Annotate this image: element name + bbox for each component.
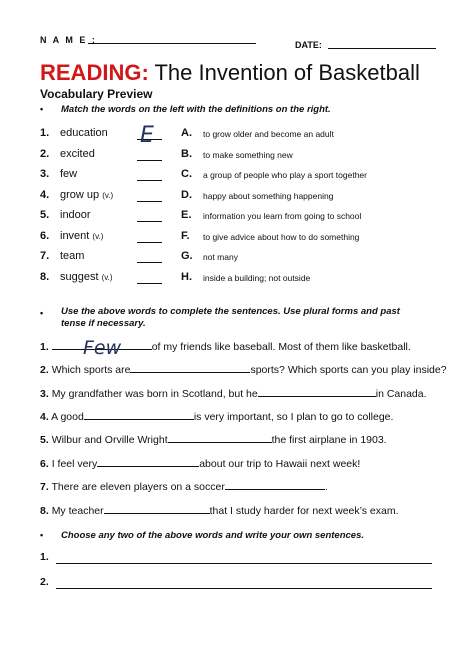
own-sentence-number: 1.	[40, 551, 49, 563]
sentence-number: 1.	[40, 341, 49, 353]
definition-letter: H.	[181, 271, 192, 283]
vocab-word-text: grow up	[60, 189, 100, 201]
vocab-number: 5.	[40, 209, 50, 221]
definition-text: to give advice about how to do something	[203, 232, 360, 242]
definition-letter: D.	[181, 189, 192, 201]
sentence-text-before: I feel very	[51, 458, 98, 470]
sentence-text-before: There are eleven players on a soccer	[51, 481, 225, 493]
handwritten-answer-few: Few	[83, 337, 122, 359]
name-label: N A M E :	[40, 35, 97, 45]
sentence-text-before: Which sports are	[51, 364, 131, 376]
bullet-3: •	[40, 530, 44, 540]
vocab-number: 6.	[40, 230, 50, 242]
section1-instruction: Match the words on the left with the definitions on the right.	[61, 104, 331, 115]
sentence-text-after: about our trip to Hawaii next week!	[199, 458, 361, 470]
part-of-speech: (v.)	[102, 191, 114, 200]
date-field[interactable]	[328, 38, 436, 49]
section3-instruction: Choose any two of the above words and write your own sentences.	[61, 530, 364, 541]
bullet-1: •	[40, 104, 44, 114]
sentence-blank[interactable]	[168, 432, 272, 443]
title-prefix: READING:	[40, 60, 149, 85]
vocab-number: 7.	[40, 250, 50, 262]
sentence-item	[40, 503, 399, 517]
sentence-text-after: of my friends like baseball. Most of them like basketball.	[151, 341, 411, 353]
vocab-number: 3.	[40, 168, 50, 180]
sentence-number: 5.	[40, 434, 49, 446]
sentence-number: 2.	[40, 364, 49, 376]
definition-text: to make something new	[203, 150, 293, 160]
definition-letter: F.	[181, 230, 190, 242]
sentence-number: 4.	[40, 411, 49, 423]
definition-letter: E.	[181, 209, 192, 221]
vocab-word-text: team	[60, 250, 85, 262]
name-field[interactable]	[88, 33, 256, 44]
answer-blank[interactable]	[137, 273, 162, 284]
vocab-word-text: invent	[60, 230, 90, 242]
vocab-word-text: indoor	[60, 209, 91, 221]
vocab-word	[60, 168, 77, 180]
vocab-word-text: suggest	[60, 271, 99, 283]
sentence-text-before: A good	[51, 411, 84, 423]
sentence-item	[40, 479, 328, 493]
sentence-item	[40, 456, 360, 470]
sentence-blank[interactable]	[130, 362, 250, 373]
part-of-speech: (v.)	[92, 232, 104, 241]
definition-text: inside a building; not outside	[203, 273, 311, 283]
vocab-word	[60, 209, 91, 221]
answer-blank[interactable]	[137, 232, 162, 243]
vocab-number: 8.	[40, 271, 50, 283]
sentence-text-before: Wilbur and Orville Wright	[51, 434, 168, 446]
sentence-blank[interactable]	[104, 503, 210, 514]
definition-text: to grow older and become an adult	[203, 129, 334, 139]
sentence-item	[40, 386, 427, 400]
part-of-speech: (v.)	[101, 273, 113, 282]
sentence-number: 3.	[40, 388, 49, 400]
sentence-text-after: in Canada.	[375, 388, 427, 400]
definition-text: a group of people who play a sport together	[203, 170, 367, 180]
sentence-blank[interactable]	[258, 386, 376, 397]
own-sentence-number: 2.	[40, 576, 49, 588]
vocab-number: 2.	[40, 148, 50, 160]
definition-letter: A.	[181, 127, 192, 139]
sentence-item	[40, 362, 447, 376]
vocab-word	[60, 189, 113, 201]
sentence-number: 8.	[40, 505, 49, 517]
answer-blank[interactable]	[137, 150, 162, 161]
vocab-word	[60, 230, 103, 242]
date-label: DATE:	[295, 40, 322, 50]
sentence-text-after: is very important, so I plan to go to college.	[193, 411, 394, 423]
answer-blank[interactable]	[137, 252, 162, 263]
sentence-item	[40, 409, 393, 423]
sentence-text-after: .	[324, 481, 328, 493]
sentence-text-after: sports? Which sports can you play inside?	[250, 364, 447, 376]
definition-text: happy about something happening	[203, 191, 334, 201]
vocab-number: 4.	[40, 189, 50, 201]
title-rest: The Invention of Basketball	[148, 60, 420, 85]
page-title	[40, 60, 420, 86]
sentence-text-after: that I study harder for next week’s exam.	[209, 505, 399, 517]
definition-letter: B.	[181, 148, 192, 160]
answer-blank[interactable]	[137, 191, 162, 202]
vocab-number: 1.	[40, 127, 50, 139]
definition-letter: G.	[181, 250, 193, 262]
sentence-blank[interactable]	[84, 409, 194, 420]
sentence-blank[interactable]	[225, 479, 325, 490]
sentence-text-before: My grandfather was born in Scotland, but he	[51, 388, 258, 400]
vocab-word-text: few	[60, 168, 78, 180]
vocab-word	[60, 271, 113, 283]
vocab-word	[60, 148, 95, 160]
vocab-word-text: excited	[60, 148, 95, 160]
handwritten-answer-e: E	[140, 123, 154, 148]
definition-letter: C.	[181, 168, 192, 180]
sentence-number: 7.	[40, 481, 49, 493]
answer-blank[interactable]	[137, 170, 162, 181]
sentence-item	[40, 432, 387, 446]
vocab-word-text: education	[60, 127, 108, 139]
own-sentence-line[interactable]	[56, 552, 432, 564]
vocab-word	[60, 250, 84, 262]
sentence-text-before: My teacher	[51, 505, 104, 517]
vocab-word	[60, 127, 108, 139]
sentence-text-after: the first airplane in 1903.	[271, 434, 387, 446]
sentence-blank[interactable]	[97, 456, 199, 467]
own-sentence-line[interactable]	[56, 577, 432, 589]
subtitle: Vocabulary Preview	[40, 87, 153, 101]
definition-text: not many	[203, 252, 238, 262]
definition-text: information you learn from going to school	[203, 211, 362, 221]
answer-blank[interactable]	[137, 211, 162, 222]
bullet-2: •	[40, 308, 44, 318]
section2-instruction-line1: Use the above words to complete the sentences. Use plural forms and past	[61, 306, 400, 317]
section2-instruction-line2: tense if necessary.	[61, 318, 146, 329]
sentence-number: 6.	[40, 458, 49, 470]
